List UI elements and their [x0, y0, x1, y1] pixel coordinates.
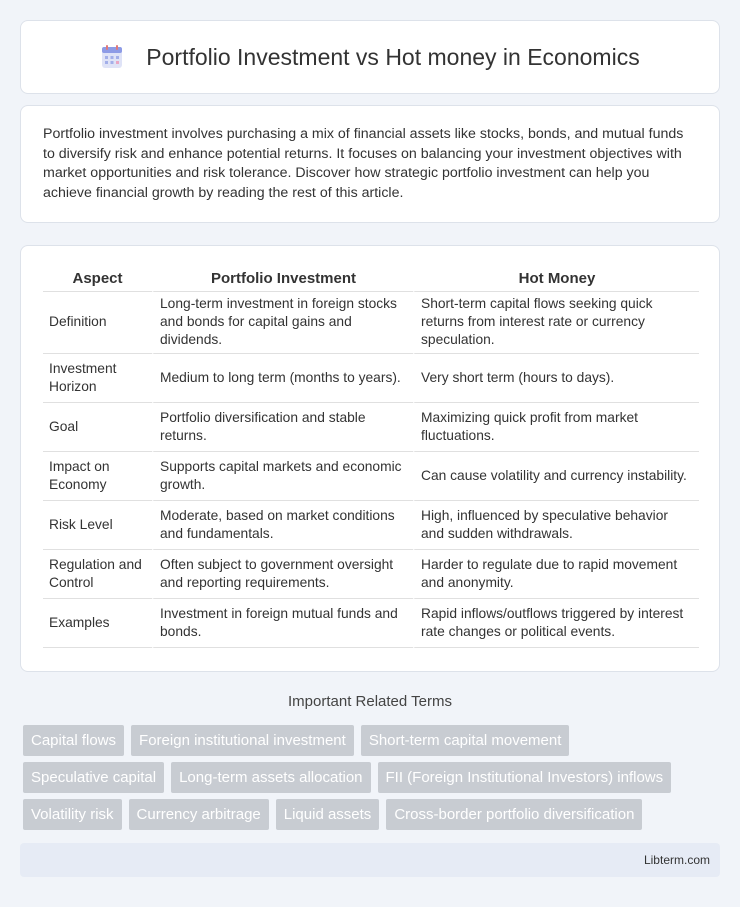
- tag-line: [23, 725, 723, 756]
- related-terms-title: Important Related Terms: [288, 693, 452, 710]
- table-row: [43, 354, 699, 403]
- cell-portfolio: Long-term investment in foreign stocks and bonds for capital gains and dividends.: [152, 292, 413, 354]
- cell-portfolio: Portfolio diversification and stable returns.: [152, 403, 413, 452]
- intro-text: Portfolio investment involves purchasing a mix of financial assets like stocks, bonds, and mutual funds to diversify risk and enhance potential returns. It focuses on balancing your investment objectives with market opportunities and risk tolerance. Discover how strategic portfolio investment can help you achieve financial growth by reading the rest of this article.: [43, 126, 684, 201]
- cell-aspect: Regulation and Control: [43, 550, 152, 599]
- table-row: [43, 292, 699, 354]
- intro-card: [20, 105, 720, 223]
- tag-speculative-capital[interactable]: Speculative capital: [23, 762, 164, 793]
- comparison-table: [43, 264, 699, 648]
- header-portfolio-investment: Portfolio Investment: [152, 264, 413, 292]
- title-card: [20, 20, 720, 94]
- tag-line: [23, 799, 723, 830]
- cell-hot-money: High, influenced by speculative behavior and sudden withdrawals.: [413, 501, 699, 550]
- table-row: [43, 403, 699, 452]
- cell-portfolio: Often subject to government oversight and reporting requirements.: [152, 550, 413, 599]
- cell-hot-money: Can cause volatility and currency instability.: [413, 452, 699, 501]
- table-row: [43, 452, 699, 501]
- cell-portfolio: Medium to long term (months to years).: [152, 354, 413, 403]
- cell-hot-money: Short-term capital flows seeking quick returns from interest rate or currency speculation.: [413, 292, 699, 354]
- cell-aspect: Risk Level: [43, 501, 152, 550]
- cell-hot-money: Rapid inflows/outflows triggered by interest rate changes or political events.: [413, 599, 699, 648]
- cell-aspect: Goal: [43, 403, 152, 452]
- cell-aspect: Investment Horizon: [43, 354, 152, 403]
- comparison-table-card: [20, 245, 720, 672]
- cell-portfolio: Investment in foreign mutual funds and bonds.: [152, 599, 413, 648]
- tag-capital-flows[interactable]: Capital flows: [23, 725, 124, 756]
- tag-fii-inflows[interactable]: FII (Foreign Institutional Investors) inflows: [378, 762, 672, 793]
- related-terms-tags: [23, 725, 723, 836]
- cell-hot-money: Very short term (hours to days).: [413, 354, 699, 403]
- table-row: [43, 550, 699, 599]
- footer-brand-link[interactable]: Libterm.com: [643, 853, 710, 867]
- tag-liquid-assets[interactable]: Liquid assets: [276, 799, 380, 830]
- cell-hot-money: Maximizing quick profit from market fluctuations.: [413, 403, 699, 452]
- tag-foreign-institutional-investment[interactable]: Foreign institutional investment: [131, 725, 354, 756]
- table-row: [43, 599, 699, 648]
- page-title: Portfolio Investment vs Hot money in Economics: [146, 43, 640, 70]
- tag-long-term-assets-allocation[interactable]: Long-term assets allocation: [171, 762, 370, 793]
- header-hot-money: Hot Money: [413, 264, 699, 292]
- header-aspect: Aspect: [43, 264, 152, 292]
- cell-aspect: Impact on Economy: [43, 452, 152, 501]
- cell-portfolio: Moderate, based on market conditions and fundamentals.: [152, 501, 413, 550]
- tag-short-term-capital-movement[interactable]: Short-term capital movement: [361, 725, 570, 756]
- cell-hot-money: Harder to regulate due to rapid movement and anonymity.: [413, 550, 699, 599]
- tag-volatility-risk[interactable]: Volatility risk: [23, 799, 122, 830]
- tag-line: [23, 762, 723, 793]
- cell-aspect: Definition: [43, 292, 152, 354]
- tag-cross-border-portfolio-diversification[interactable]: Cross-border portfolio diversification: [386, 799, 642, 830]
- tag-currency-arbitrage[interactable]: Currency arbitrage: [129, 799, 269, 830]
- table-row: [43, 501, 699, 550]
- cell-aspect: Examples: [43, 599, 152, 648]
- table-header-row: [43, 264, 699, 292]
- cell-portfolio: Supports capital markets and economic growth.: [152, 452, 413, 501]
- footer: [20, 843, 720, 877]
- document-icon: [100, 44, 124, 70]
